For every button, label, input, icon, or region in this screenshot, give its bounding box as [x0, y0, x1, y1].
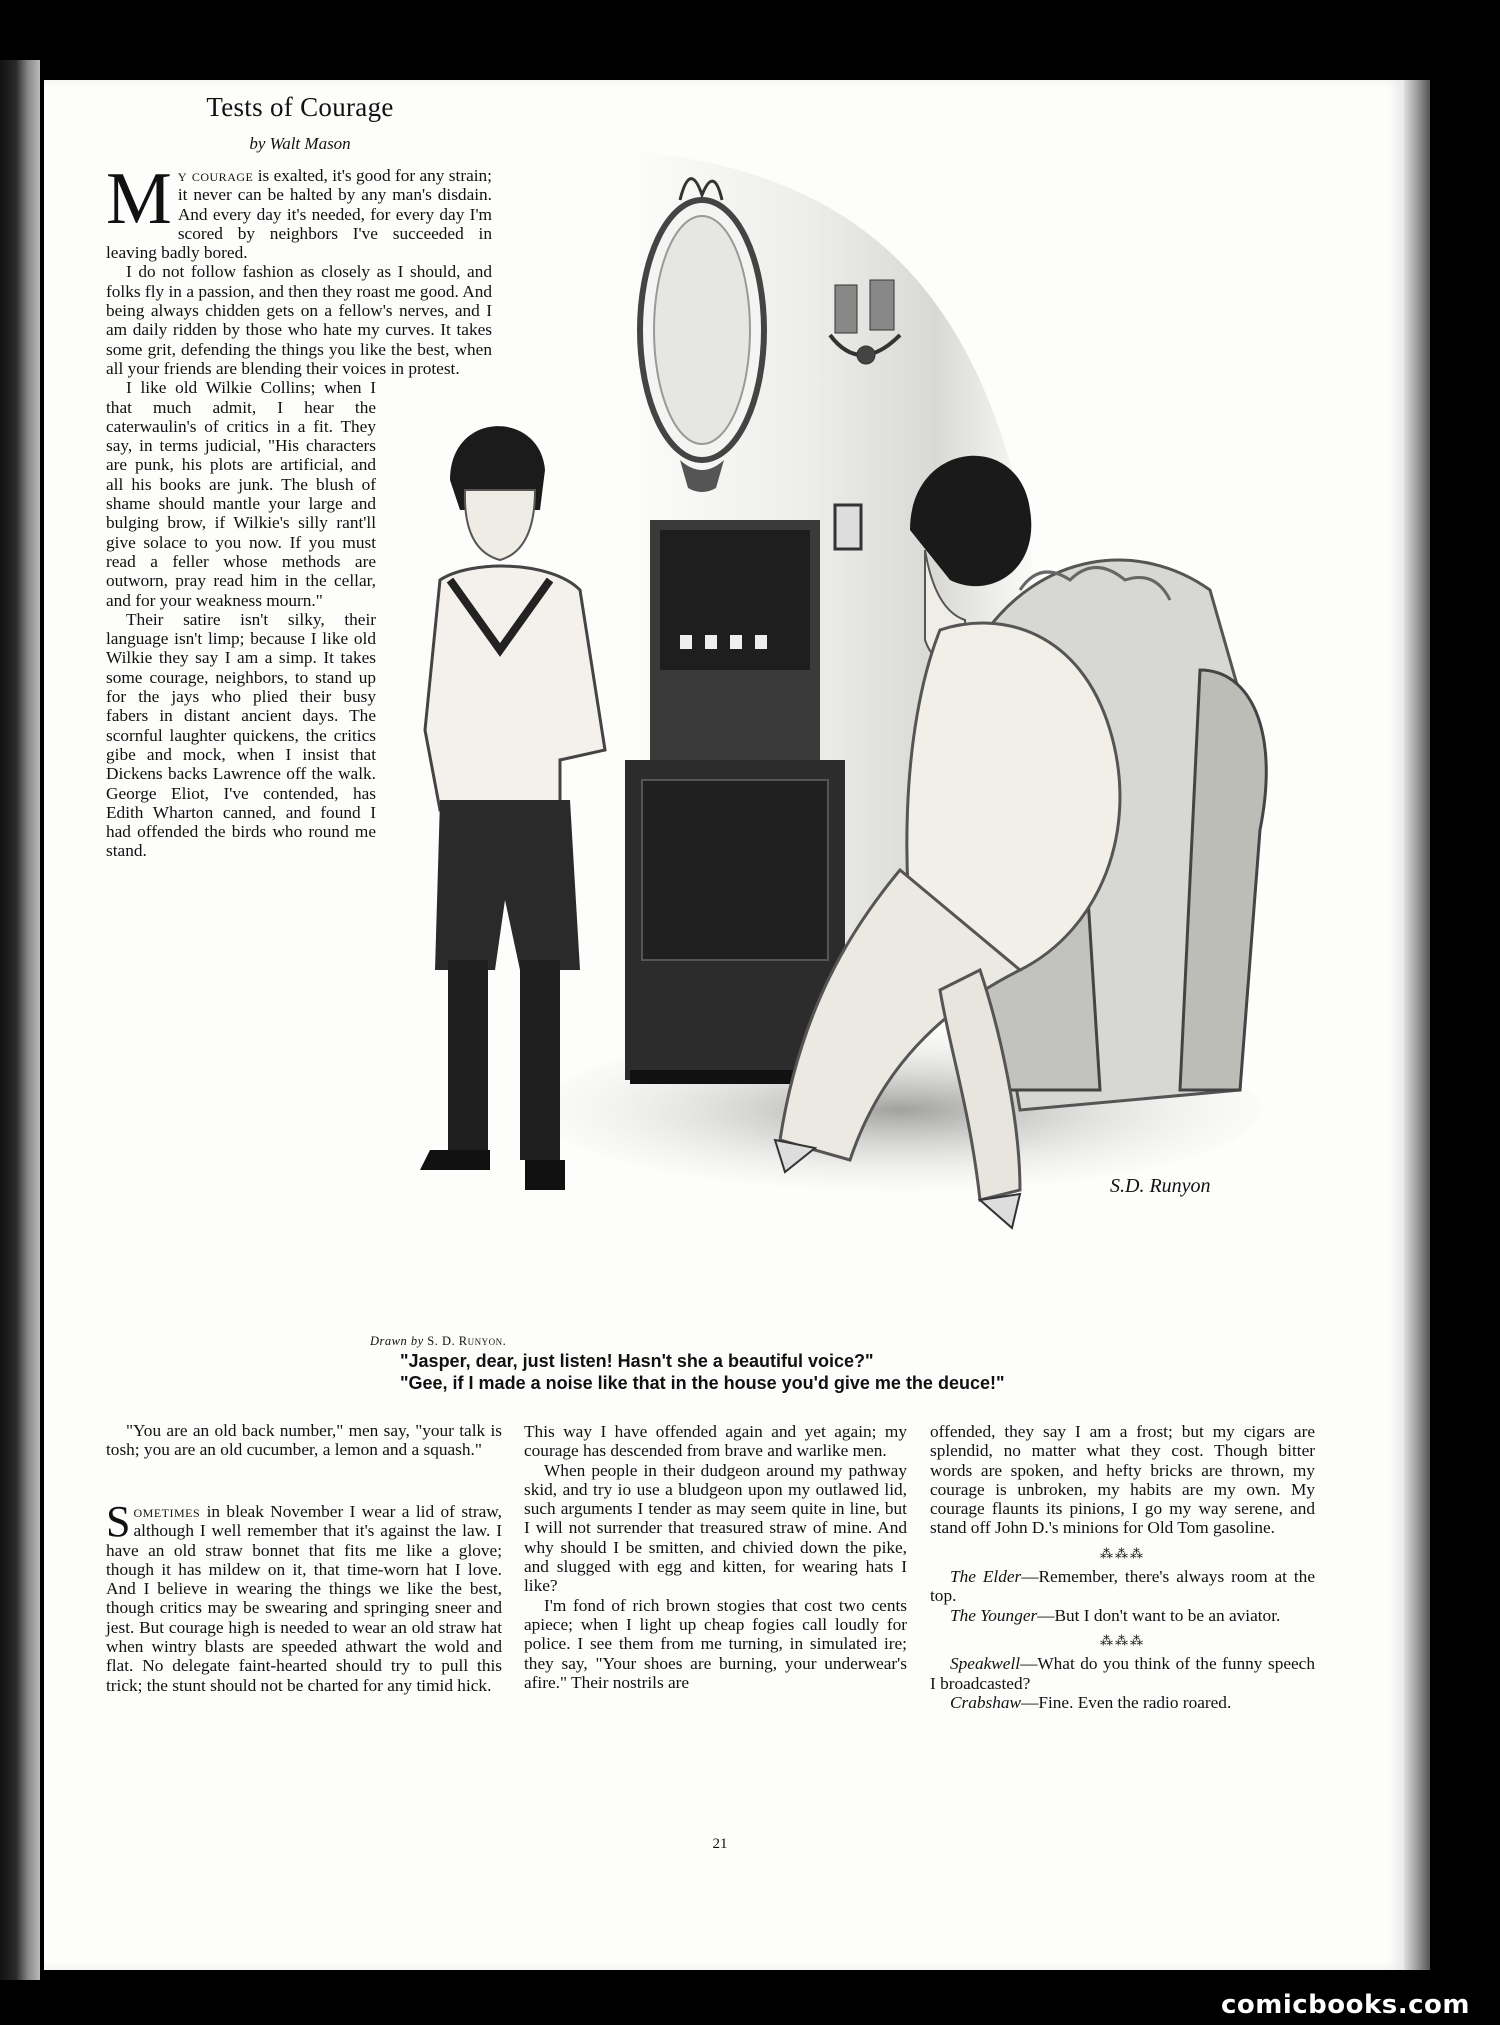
page-number: 21 [712, 1836, 728, 1852]
bottom-column-3 [930, 1422, 1315, 1712]
lead-smallcaps-2: ometimes [133, 1502, 201, 1521]
artist-signature: S.D. Runyon [1110, 1175, 1211, 1197]
page-edge-shadow [1404, 80, 1430, 1970]
paragraph-text: is exalted, it's good for any strain; it never can be halted by any man's disdain. And every day it's needed, for every day I'm scored by neighbors I've succeeded in leaving badly bored. [106, 166, 492, 263]
illustration [380, 110, 1280, 1330]
col2-paragraph-3: I'm fond of rich brown stogies that cost two cents apiece; when I light up cheap fogies call loudly for police. I see them from me turning, in simulated ire; they say, "Your shoes are burning, your underwear's afire." Their nostrils are [524, 1595, 907, 1692]
facing-page-edge [0, 60, 40, 1980]
paragraph-4: Their satire isn't silky, their language isn't limp; because I like old Wilkie they say I am a simp. It takes some courage, neighbors, to stand up for the jays who plied their busy fabers in distant ancient days. The scornful laughter quickens, the critics gibe and mock, when I insist that Dickens backs Lawrence off the walk. George Eliot, I've contended, has Edith Wharton canned, and found I had offended the birds who round me stand. [106, 609, 376, 861]
illustrator-name: S. D. Runyon. [427, 1334, 507, 1348]
narrow-column-wrap [106, 378, 376, 860]
section-separator-2: ⁂⁂⁂ [1100, 1632, 1145, 1648]
caption-line-2: "Gee, if I made a noise like that in the house you'd give me the deuce!" [400, 1373, 1005, 1393]
illustration-credit: Drawn by S. D. Runyon. [370, 1334, 507, 1348]
joke-1-line-2: The Younger—But I don't want to be an aviator. [950, 1605, 1281, 1625]
illustration-caption [400, 1350, 1300, 1394]
paragraph-5: "You are an old back number," men say, "your talk is tosh; you are an old cucumber, a lemon and a squash." [106, 1421, 502, 1460]
bottom-column-2 [524, 1422, 907, 1692]
paragraph-5-block [106, 1421, 502, 1460]
col2-paragraph-1: This way I have offended again and yet again; my courage has descended from brave and warlike men. [524, 1422, 907, 1461]
drop-cap: M [106, 166, 172, 240]
lead-smallcaps: y courage [177, 166, 254, 185]
section-separator-1: ⁂⁂⁂ [1100, 1545, 1145, 1561]
col2-paragraph-2: When people in their dudgeon around my pathway skid, and try io use a bludgeon upon my outlawed lid, such arguments I tender as may seem quite in line, but I will not surrender that treasured straw of mine. And why should I be smitten, and chivied down the pike, and slugged with egg and kitten, for wearing hats I like? [524, 1460, 907, 1596]
paragraph-sometimes: Sometimes in bleak November I wear a lid of straw, although I well remember that it's against the law. I have an old straw bonnet that fits me like a glove; though it has mildew on it, that time-worn hat I love. And I believe in wearing the things we like the best, though critics may be swearing and springing sneer and jest. But courage high is needed to wear an old straw hat when wintry blasts are speeded athwart the wold and flat. No delegate faint-hearted should try to pull this trick; the stunt should not be charted for any timid hick. [106, 1497, 502, 1695]
light-switch [835, 505, 861, 549]
article-title: Tests of Courage [206, 92, 394, 122]
drop-cap-s: S [106, 1497, 131, 1546]
phonograph-cabinet [625, 520, 845, 1084]
joke-2-line-1: Speakwell—What do you think of the funny speech I broadcasted? [930, 1654, 1315, 1693]
joke-2-line-2: Crabshaw—Fine. Even the radio roared. [950, 1692, 1232, 1712]
watermark: comicbooks.com [1220, 1990, 1470, 2020]
article-byline: by Walt Mason [249, 134, 351, 153]
bottom-column-1 [106, 1497, 502, 1695]
paragraph-3: I like old Wilkie Collins; when I that much admit, I hear the caterwaulin's of critics in a fit. They say, in terms judicial, "His characters are punk, his plots are artificial, and all his books are junk. The blush of shame should mantle your large and bulging brow, if Wilkie's silly rant'll give solace to you now. If you must read a feller whose methods are outworn, pray read him in the cellar, and for your weakness mourn." [106, 378, 376, 610]
paragraph-2: I do not follow fashion as closely as I should, and folks fly in a passion, and then they roast me good. And being always chidden gets on a fellow's nerves, and I am daily ridden by those who hate my curves. It takes some grit, defending the things you like the best, when all your friends are blending their voices in protest. [106, 262, 492, 378]
col3-paragraph-1: offended, they say I am a frost; but my cigars are splendid, no matter what they cost. Though bitter words are spoken, and hefty bricks are thrown, my courage is unbroken, my habits are my own. My courage flaunts its pinions, I go my way serene, and stand off John D.'s minions for Old Tom gasoline. [930, 1422, 1315, 1538]
caption-line-1: "Jasper, dear, just listen! Hasn't she a beautiful voice?" [400, 1351, 874, 1371]
joke-1-line-1: The Elder—Remember, there's always room at the top. [930, 1567, 1315, 1606]
